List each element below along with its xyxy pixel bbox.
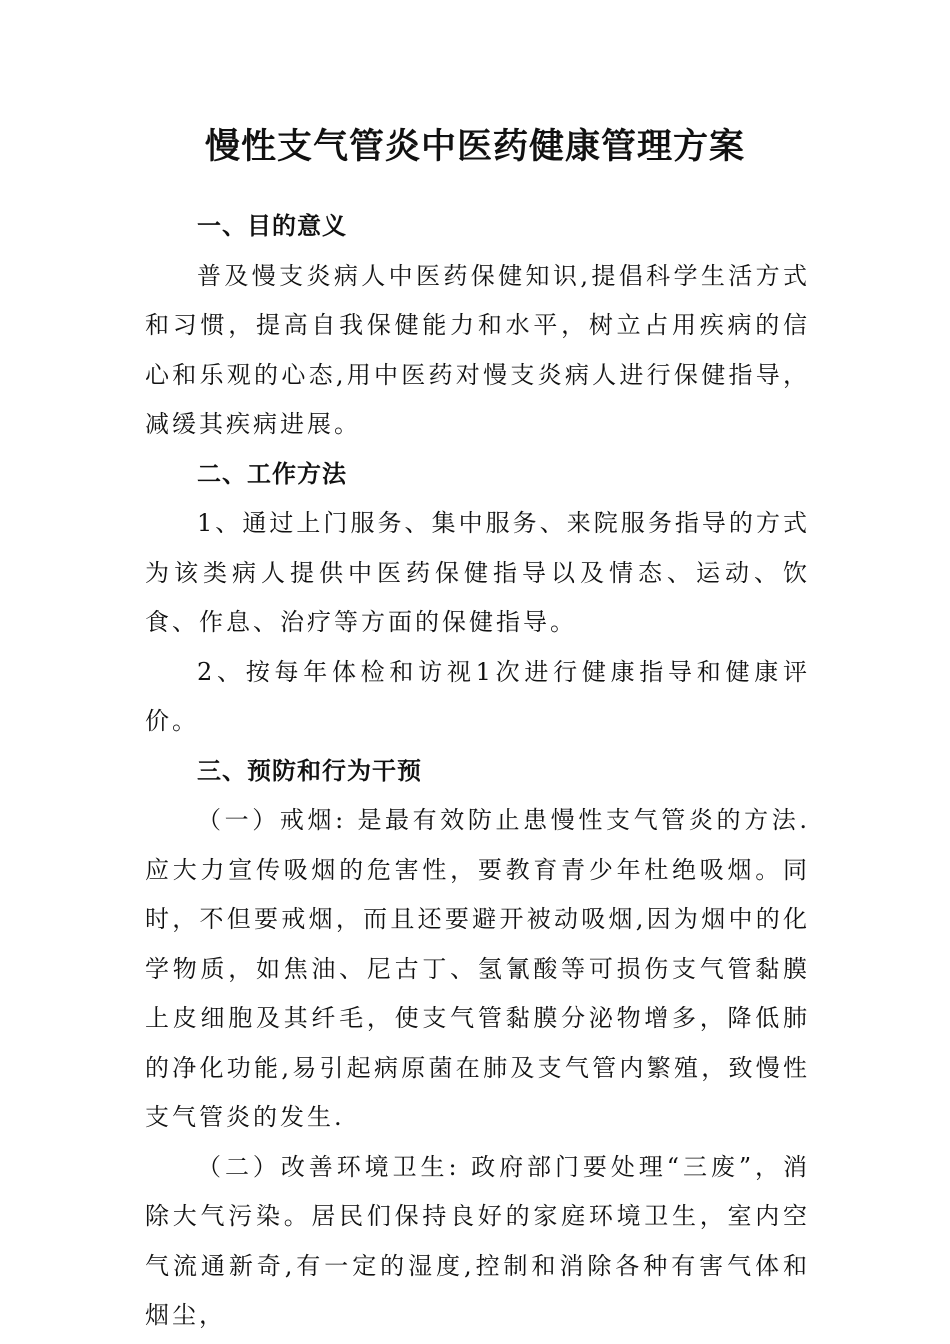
section-heading-methods: 二、工作方法 bbox=[197, 459, 347, 488]
paragraph-methods-1: 1、通过上门服务、集中服务、来院服务指导的方式为该类病人提供中医药保健指导以及情态、运动、饮食、作息、治疗等方面的保健指导。 bbox=[145, 509, 810, 636]
paragraph-methods-2: 2、按每年体检和访视1次进行健康指导和健康评价。 bbox=[145, 657, 810, 735]
document-body bbox=[145, 202, 810, 1341]
paragraph-quit-smoking: （一）戒烟: 是最有效防止患慢性支气管炎的方法.应大力宣传吸烟的危害性，要教育青少年杜绝吸烟。同时，不但要戒烟，而且还要避开被动吸烟,因为烟中的化学物质，如焦油、尼古丁、氢氰酸等可损伤支气管黏膜上皮细胞及其纤毛，使支气管黏膜分泌物增多，降低肺的净化功能,易引起病原菌在肺及支气管内繁殖，致慢性支气管炎的发生. bbox=[145, 806, 810, 1131]
paragraph-environment: （二）改善环境卫生: 政府部门要处理“三废”，消除大气污染。居民们保持良好的家庭环境卫生，室内空气流通新奇,有一定的湿度,控制和消除各种有害气体和烟尘， bbox=[145, 1152, 810, 1329]
paragraph-purpose: 普及慢支炎病人中医药保健知识,提倡科学生活方式和习惯，提高自我保健能力和水平，树立占用疾病的信心和乐观的心态,用中医药对慢支炎病人进行保健指导，减缓其疾病进展。 bbox=[145, 261, 810, 438]
section-heading-prevention: 三、预防和行为干预 bbox=[197, 756, 422, 785]
section-heading-purpose: 一、目的意义 bbox=[197, 212, 347, 240]
page-title: 慢性支气管炎中医药健康管理方案 bbox=[204, 127, 745, 167]
